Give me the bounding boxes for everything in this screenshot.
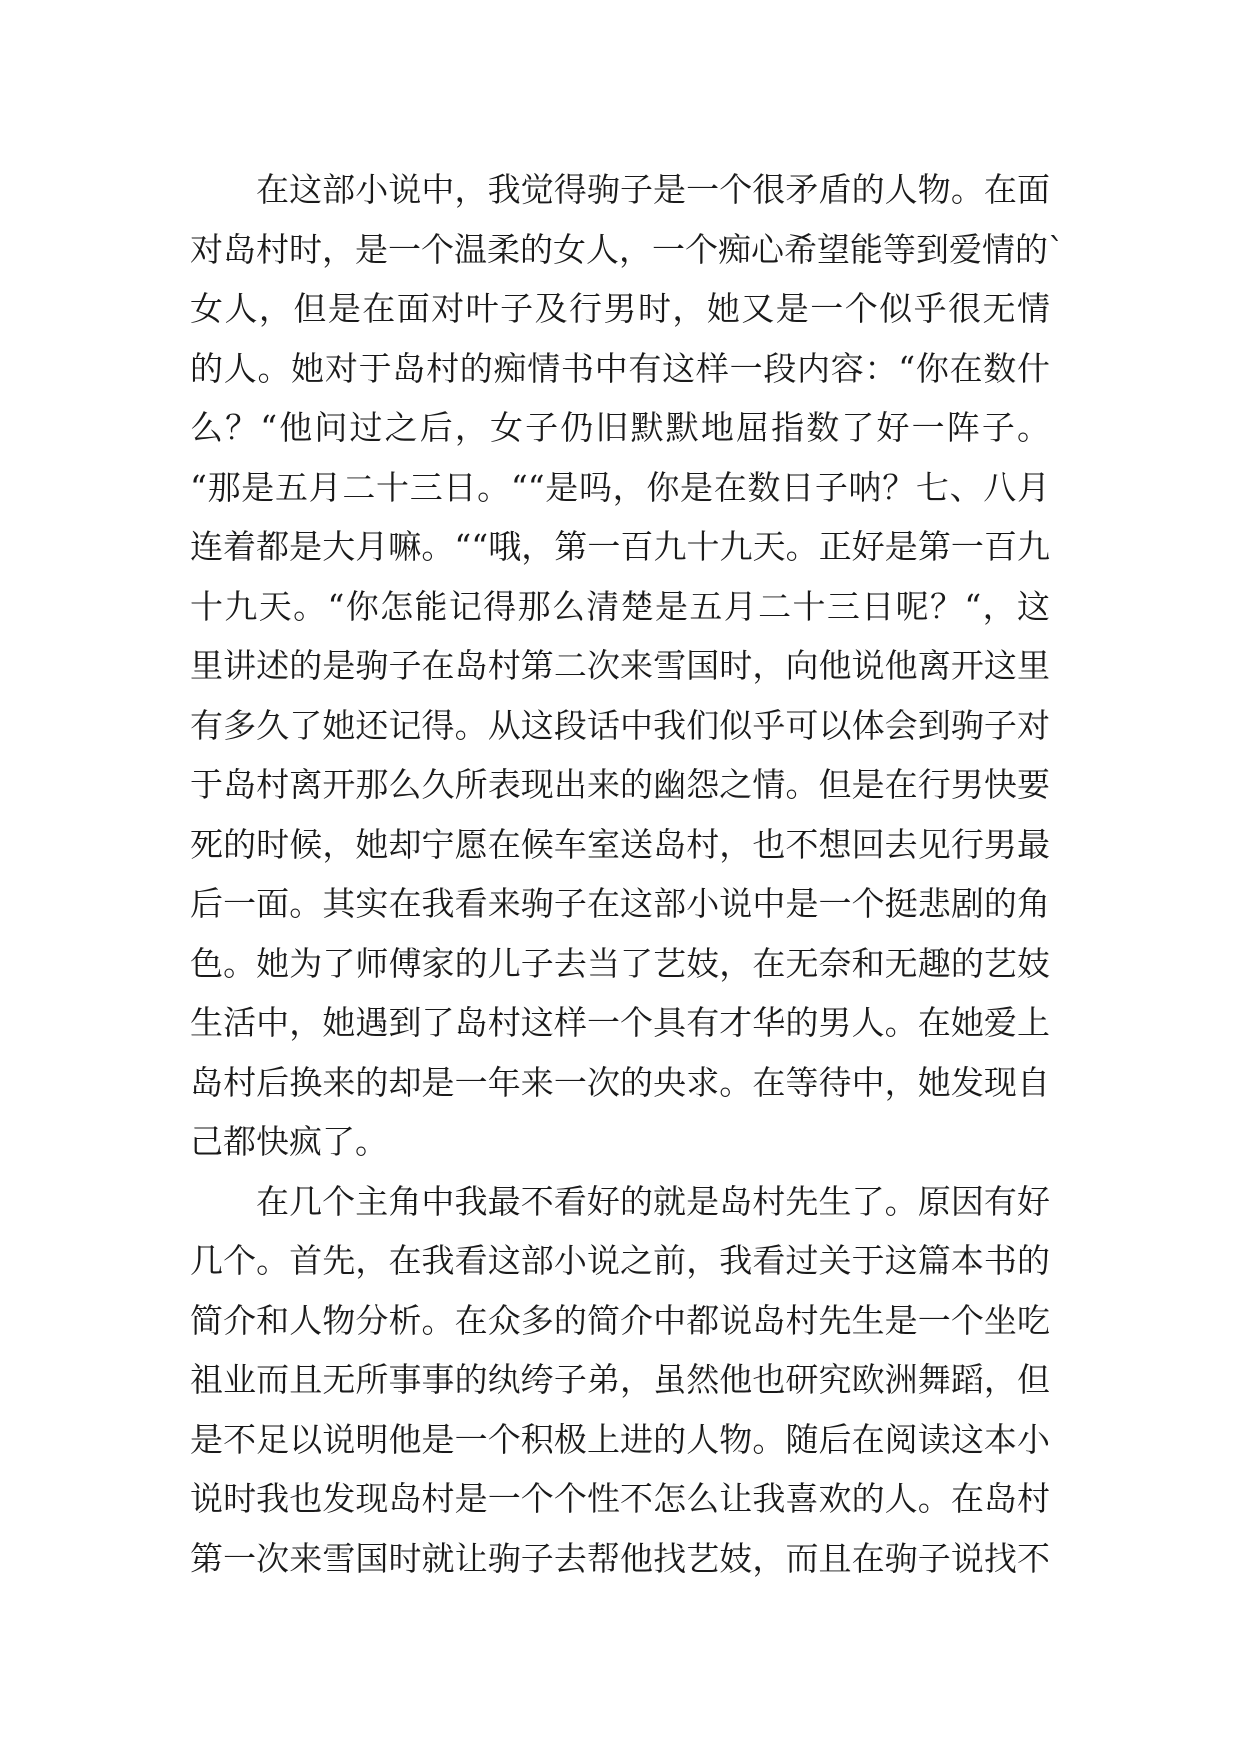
text-line: 的人。她对于岛村的痴情书中有这样一段内容：“你在数什 <box>190 348 1050 388</box>
text-line: 女人，但是在面对叶子及行男时，她又是一个似乎很无情 <box>190 289 1050 328</box>
text-line: 说时我也发现岛村是一个个性不怎么让我喜欢的人。在岛村 <box>190 1479 1050 1518</box>
text-line: 己都快疯了。 <box>190 1122 388 1161</box>
text-line: 于岛村离开那么久所表现出来的幽怨之情。但是在行男快要 <box>190 765 1050 804</box>
text-line: 祖业而且无所事事的纨绔子弟，虽然他也研究欧洲舞蹈，但 <box>190 1360 1050 1399</box>
text-line: 第一次来雪国时就让驹子去帮他找艺妓，而且在驹子说找不 <box>190 1538 1050 1578</box>
text-line: 几个。首先，在我看这部小说之前，我看过关于这篇本书的 <box>190 1241 1050 1280</box>
paragraph <box>190 1172 1050 1589</box>
text-line: 连着都是大月嘛。““哦，第一百九十九天。正好是第一百九 <box>190 527 1050 566</box>
text-line: 在这部小说中，我觉得驹子是一个很矛盾的人物。在面 <box>256 170 1050 209</box>
text-line: 十九天。“你怎能记得那么清楚是五月二十三日呢？“，这 <box>190 586 1050 626</box>
text-line: 简介和人物分析。在众多的简介中都说岛村先生是一个坐吃 <box>190 1300 1050 1340</box>
text-line: 生活中，她遇到了岛村这样一个具有才华的男人。在她爱上 <box>190 1003 1050 1042</box>
text-line: 有多久了她还记得。从这段话中我们似乎可以体会到驹子对 <box>190 705 1050 745</box>
text-line: “那是五月二十三日。““是吗，你是在数日子呐？七、八月 <box>190 467 1050 507</box>
text-line: 后一面。其实在我看来驹子在这部小说中是一个挺悲剧的角 <box>190 884 1050 923</box>
text-line: 里讲述的是驹子在岛村第二次来雪国时，向他说他离开这里 <box>190 646 1050 685</box>
text-line: 色。她为了师傅家的儿子去当了艺妓，在无奈和无趣的艺妓 <box>190 943 1050 983</box>
text-line: 死的时候，她却宁愿在候车室送岛村，也不想回去见行男最 <box>190 824 1050 864</box>
text-line: 对岛村时，是一个温柔的女人，一个痴心希望能等到爱情的` <box>190 229 1065 269</box>
text-line: 在几个主角中我最不看好的就是岛村先生了。原因有好 <box>256 1181 1050 1221</box>
text-line: 是不足以说明他是一个积极上进的人物。随后在阅读这本小 <box>190 1419 1050 1459</box>
text-line: 岛村后换来的却是一年来一次的央求。在等待中，她发现自 <box>190 1062 1050 1102</box>
paragraph <box>190 160 1065 1172</box>
text-line: 么？“他问过之后，女子仍旧默默地屈指数了好一阵子。 <box>190 408 1050 447</box>
document-body <box>190 160 1065 1588</box>
